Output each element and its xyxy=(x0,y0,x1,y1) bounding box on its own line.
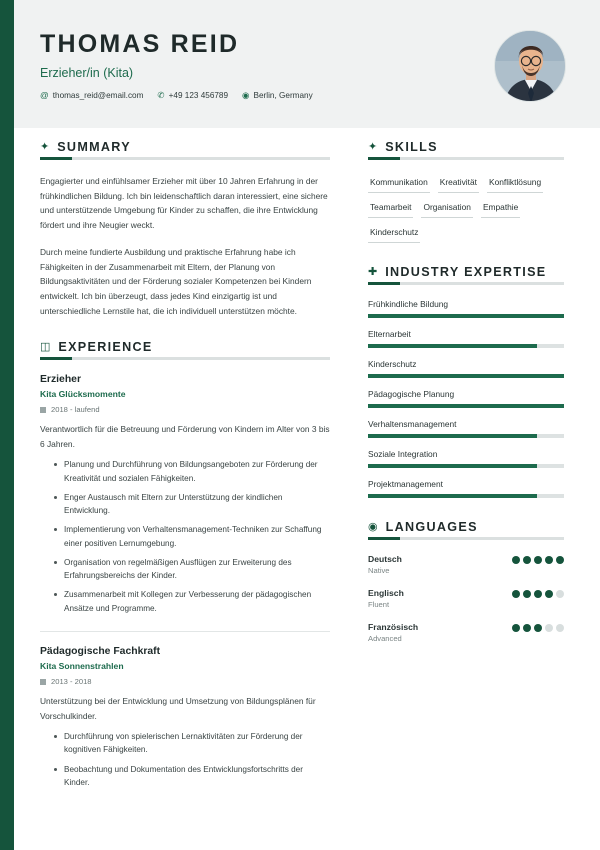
expertise-bar-track xyxy=(368,344,564,348)
language-name: Deutsch xyxy=(368,554,402,564)
rating-dot xyxy=(545,590,553,598)
contact-email-text: thomas_reid@email.com xyxy=(52,91,144,100)
rating-dot xyxy=(534,624,542,632)
language-name: Französisch xyxy=(368,622,419,632)
expertise-item xyxy=(368,479,564,498)
skill-chip: Kreativität xyxy=(438,174,479,193)
skills-chip-list xyxy=(368,174,564,243)
experience-item xyxy=(40,374,330,615)
language-level: Advanced xyxy=(368,634,402,643)
expertise-bar-track xyxy=(368,494,564,498)
expertise-item xyxy=(368,299,564,318)
rating-dot xyxy=(545,556,553,564)
contact-phone[interactable] xyxy=(157,91,228,100)
languages-divider xyxy=(368,537,564,540)
language-rating xyxy=(512,556,564,564)
section-experience xyxy=(40,340,330,789)
expertise-item xyxy=(368,329,564,348)
languages-title: LANGUAGES xyxy=(385,520,478,534)
section-skills xyxy=(368,140,564,243)
expertise-bar-track xyxy=(368,404,564,408)
rating-dot xyxy=(545,624,553,632)
summary-heading xyxy=(40,140,330,154)
job-role: Pädagogische Fachkraft xyxy=(40,646,161,658)
expertise-label: Kinderschutz xyxy=(368,359,417,369)
skills-divider xyxy=(368,157,564,160)
contact-phone-text: +49 123 456789 xyxy=(168,91,229,100)
experience-heading xyxy=(40,340,330,354)
rating-dot xyxy=(556,624,564,632)
language-name: Englisch xyxy=(368,588,404,598)
expertise-bar-fill xyxy=(368,374,564,378)
avatar xyxy=(494,30,566,102)
expertise-label: Elternarbeit xyxy=(368,329,411,339)
job-role: Erzieher xyxy=(40,374,82,386)
rating-dot xyxy=(523,556,531,564)
rating-dot xyxy=(512,624,520,632)
skill-chip: Teamarbeit xyxy=(368,199,413,218)
list-item: Implementierung von Verhaltensmanagement-Techniken zur Schaffung einer positiven Lernumgebung. xyxy=(56,523,330,550)
sparkle-icon: ✦ xyxy=(40,140,50,153)
rating-dot xyxy=(534,556,542,564)
languages-heading xyxy=(368,520,564,534)
expertise-item xyxy=(368,359,564,378)
industry-expertise-divider xyxy=(368,282,564,285)
page-title: THOMAS REID xyxy=(40,30,240,58)
language-rating xyxy=(512,590,564,598)
expertise-item xyxy=(368,389,564,408)
contact-location xyxy=(242,91,313,100)
contact-location-text: Berlin, Germany xyxy=(253,91,313,100)
job-date xyxy=(40,677,330,686)
industry-expertise-title: INDUSTRY EXPERTISE xyxy=(385,265,547,279)
rating-dot xyxy=(556,590,564,598)
list-item: Organisation von regelmäßigen Ausflügen zur Erweiterung des Erfahrungsbereichs der Kinder. xyxy=(56,556,330,583)
language-level: Fluent xyxy=(368,600,390,609)
skill-chip: Kommunikation xyxy=(368,174,430,193)
expertise-bar-track xyxy=(368,314,564,318)
experience-item xyxy=(40,646,330,789)
section-languages xyxy=(368,520,564,646)
contact-row xyxy=(40,91,566,100)
phone-icon: ✆ xyxy=(157,90,165,101)
job-organization: Kita Sonnenstrahlen xyxy=(40,661,124,672)
language-level: Native xyxy=(368,566,390,575)
list-item: Zusammenarbeit mit Kollegen zur Verbesserung der pädagogischen Ansätze und Programme. xyxy=(56,588,330,615)
industry-expertise-heading xyxy=(368,265,564,279)
lightning-icon: ✦ xyxy=(368,140,378,153)
experience-title: EXPERIENCE xyxy=(58,340,153,355)
summary-paragraph: Engagierter und einfühlsamer Erzieher mit über 10 Jahren Erfahrung in der frühkindlichen Bildung. Ich bin leidenschaftlich daran interessiert, eine sichere und unterstützende Umgebung für Kinder zu schaffen, die ihre Entwicklung fördert und ihre Neugier weckt. xyxy=(40,176,328,231)
expertise-label: Soziale Integration xyxy=(368,449,438,459)
expertise-bar-track xyxy=(368,464,564,468)
rating-dot xyxy=(512,556,520,564)
header-job-title: Erzieher/in (Kita) xyxy=(40,66,134,80)
expertise-bar-track xyxy=(368,374,564,378)
expertise-bar-fill xyxy=(368,344,537,348)
globe-icon: ◉ xyxy=(368,520,378,533)
left-column xyxy=(40,140,330,811)
list-item: Beobachtung und Dokumentation des Entwicklungsfortschritts der Kinder. xyxy=(56,763,330,790)
expertise-item xyxy=(368,449,564,468)
job-date-text: 2013 - 2018 xyxy=(51,677,92,687)
experience-divider xyxy=(40,357,330,360)
job-bullets xyxy=(40,730,330,789)
summary-divider xyxy=(40,157,330,160)
skill-chip: Kinderschutz xyxy=(368,224,420,243)
rating-dot xyxy=(523,590,531,598)
expertise-bar-track xyxy=(368,434,564,438)
left-accent-band xyxy=(0,0,14,850)
job-description: Verantwortlich für die Betreuung und Förderung von Kindern im Alter von 3 bis 6 Jahren. xyxy=(40,424,330,449)
job-date xyxy=(40,405,330,414)
expertise-label: Verhaltensmanagement xyxy=(368,419,457,429)
job-date-text: 2018 - laufend xyxy=(51,405,100,415)
location-icon: ◉ xyxy=(242,90,250,101)
calendar-icon xyxy=(40,679,46,685)
skills-title: SKILLS xyxy=(385,140,438,154)
language-rating xyxy=(512,624,564,632)
contact-email[interactable] xyxy=(40,91,143,100)
expertise-label: Pädagogische Planung xyxy=(368,389,455,399)
briefcase-icon: ◫ xyxy=(40,340,51,353)
rating-dot xyxy=(512,590,520,598)
expertise-item xyxy=(368,419,564,438)
summary-title: SUMMARY xyxy=(57,140,131,154)
expertise-bar-fill xyxy=(368,464,537,468)
rating-dot xyxy=(534,590,542,598)
job-organization: Kita Glücksmomente xyxy=(40,389,126,400)
language-item xyxy=(368,622,564,646)
section-industry-expertise xyxy=(368,265,564,498)
language-item xyxy=(368,588,564,612)
wrench-icon: ✚ xyxy=(368,265,378,278)
skill-chip: Empathie xyxy=(481,199,520,218)
skill-chip: Konfliktlösung xyxy=(487,174,543,193)
list-item: Enger Austausch mit Eltern zur Unterstützung der kindlichen Entwicklung. xyxy=(56,491,330,518)
language-item xyxy=(368,554,564,578)
calendar-icon xyxy=(40,407,46,413)
expertise-bar-fill xyxy=(368,434,537,438)
rating-dot xyxy=(556,556,564,564)
list-item: Durchführung von spielerischen Lernaktivitäten zur Förderung der kognitiven Fähigkeiten. xyxy=(56,730,330,757)
list-item: Planung und Durchführung von Bildungsangeboten zur Förderung der Kreativität und sozialen Fähigkeiten. xyxy=(56,458,330,485)
experience-separator xyxy=(40,631,330,632)
email-icon: @ xyxy=(40,90,49,101)
skill-chip: Organisation xyxy=(421,199,473,218)
expertise-bar-fill xyxy=(368,314,564,318)
expertise-bar-fill xyxy=(368,404,564,408)
skills-heading xyxy=(368,140,564,154)
job-description: Unterstützung bei der Entwicklung und Umsetzung von Bildungsplänen für Vorschulkinder. xyxy=(40,696,316,721)
job-bullets xyxy=(40,458,330,615)
section-summary xyxy=(40,140,330,318)
right-column xyxy=(368,140,564,668)
summary-paragraph: Durch meine fundierte Ausbildung und praktische Erfahrung habe ich Fähigkeiten in der Zusammenarbeit mit Eltern, der Planung von Bildungsaktivitäten und der Förderung sozialer Kompetenzen bei Kindern entwickelt. Ich bin überzeugt, dass jedes Kind einzigartig ist und unterschiedliche Lernstile hat, die ich individuell unterstützen möchte. xyxy=(40,246,312,316)
expertise-bar-fill xyxy=(368,494,537,498)
resume-header xyxy=(14,0,600,128)
expertise-label: Projektmanagement xyxy=(368,479,443,489)
expertise-label: Frühkindliche Bildung xyxy=(368,299,449,309)
rating-dot xyxy=(523,624,531,632)
